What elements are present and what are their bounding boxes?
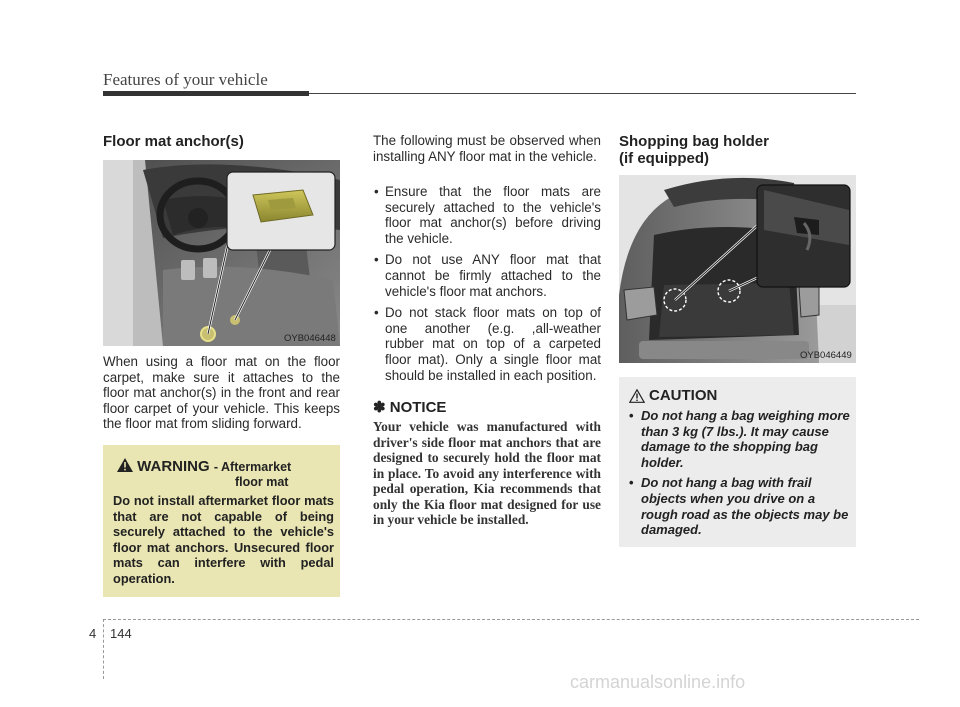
tailgate-illustration: [619, 175, 856, 363]
figure-code-shopping-bag: OYB046449: [800, 350, 852, 361]
floor-mat-anchor-paragraph: When using a floor mat on the floor carpet, make sure it attaches to the floor mat anchor(s) in the front and rear floor carpet of your vehicle. This keeps the floor mat from sliding forward.: [103, 354, 340, 432]
chapter-number: 4: [89, 626, 97, 641]
middle-intro: The following must be observed when installing ANY floor mat in the vehicle.: [373, 133, 601, 164]
list-item: • Do not hang a bag weighing more than 3 kg (7 lbs.). It may cause damage to the shopping bag holder.: [627, 408, 853, 470]
heading-line-1: Shopping bag holder: [619, 133, 769, 150]
list-item: • Do not stack floor mats on top of one another (e.g. ,all-weather rubber mat on top of a carpeted floor mat). Only a single floor mat should be installed in each position.: [373, 305, 601, 383]
warning-triangle-icon: [117, 458, 137, 475]
notice-heading: [373, 398, 446, 416]
footer-rule: [103, 619, 919, 620]
warning-heading: [117, 458, 291, 475]
header-rule-thin: [309, 93, 856, 94]
shopping-bag-holder-heading: [619, 133, 769, 167]
car-interior-illustration: [103, 160, 340, 346]
watermark: carmanualsonline.info: [570, 672, 746, 692]
list-item: • Ensure that the floor mats are securely attached to the vehicle's floor mat anchor(s) before driving the vehicle.: [373, 184, 601, 246]
caution-triangle-icon: [629, 389, 645, 408]
notice-label: NOTICE: [389, 399, 447, 416]
floor-mat-bullets: [373, 184, 601, 389]
footer-vertical-rule: [103, 619, 104, 679]
notice-star-icon: ✽: [373, 399, 386, 416]
warning-label: WARNING: [137, 458, 210, 475]
header-rule-thick: [103, 91, 309, 96]
floor-mat-anchor-heading: Floor mat anchor(s): [103, 133, 244, 150]
warning-subtitle-1: - Aftermarket: [213, 460, 292, 474]
shopping-bag-holder-figure: [619, 175, 856, 363]
warning-text: Do not install aftermarket floor mats that are not capable of being securely attached to the vehicle's floor mat anchors. Unsecured floor mats can interfere with pedal operation.: [113, 493, 334, 586]
caution-list: [627, 408, 853, 543]
page-header-title: Features of your vehicle: [103, 70, 268, 89]
caution-box: [619, 377, 856, 547]
list-item: • Do not use ANY floor mat that cannot be firmly attached to the vehicle's floor mat anchors.: [373, 252, 601, 299]
figure-code-floor-mat: OYB046448: [284, 333, 336, 344]
caution-label: CAUTION: [649, 387, 718, 404]
floor-mat-anchor-figure: [103, 160, 340, 346]
warning-box: [103, 445, 340, 597]
page-number: 144: [110, 626, 132, 641]
heading-line-2: (if equipped): [619, 150, 709, 167]
warning-subtitle-2: floor mat: [235, 475, 289, 489]
list-item: • Do not hang a bag with frail objects when you drive on a rough road as the objects may be damaged.: [627, 475, 853, 537]
notice-text: Your vehicle was manufactured with driver's side floor mat anchors that are designed to securely hold the floor mat in place. To avoid any interference with pedal operation, Kia recommends that only the Kia floor mat designed for use in your vehicle be installed.: [373, 419, 601, 527]
